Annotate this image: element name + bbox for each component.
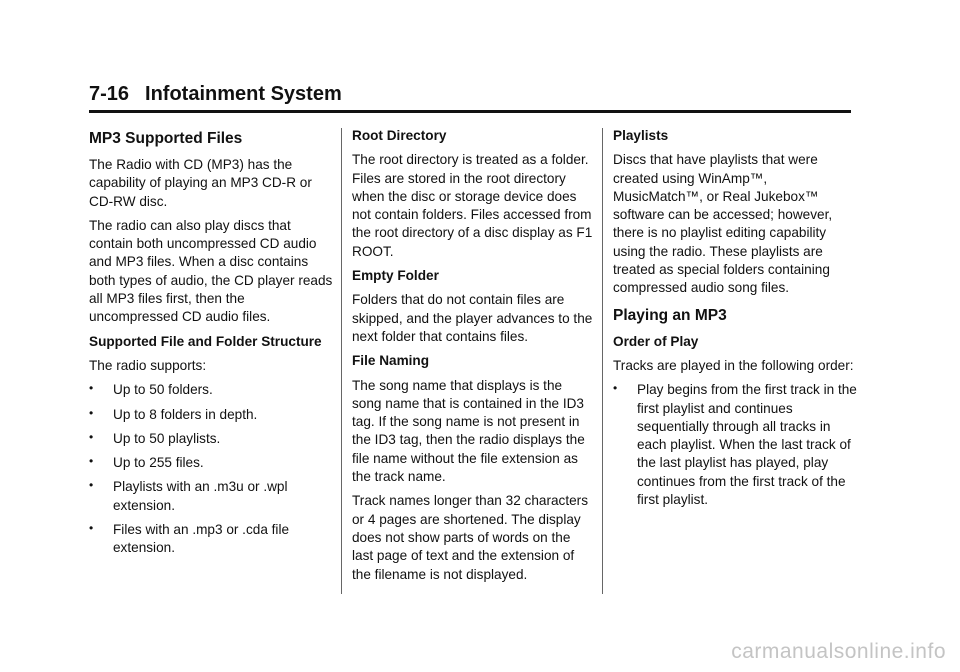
page-number: 7-16	[89, 83, 130, 105]
paragraph: The Radio with CD (MP3) has the capability of playing an MP3 CD-R or CD-RW disc.	[89, 157, 312, 209]
list-item-text: Playlists with an .m3u or .wpl extension.	[113, 479, 288, 513]
paragraph: The radio can also play discs that contain both uncompressed CD audio and MP3 files. When a disc contains both types of audio, the CD player reads all MP3 files first, then the uncompressed CD audio files.	[89, 217, 333, 325]
bullet-icon: •	[89, 454, 94, 469]
header-title-line	[89, 82, 851, 106]
paragraph: Track names longer than 32 characters or 4 pages are shortened. The display does not show parts of words on the last page of text and the extension of the filename is not displayed.	[352, 493, 588, 582]
subheading-root-directory: Root Directory	[352, 128, 447, 143]
list-item	[89, 381, 333, 399]
list-item	[89, 521, 333, 558]
list-item-text: Up to 255 files.	[113, 455, 204, 471]
paragraph: The root directory is treated as a folder. Files are stored in the root directory when the disc or storage device does not contain folders. Files accessed from the root directory of a disc display as F1 ROOT.	[352, 152, 593, 259]
list-item	[89, 406, 333, 424]
bullet-icon: •	[89, 429, 94, 444]
paragraph: Tracks are played in the following order:	[613, 357, 854, 373]
paragraph: Discs that have playlists that were created using WinAmp™, MusicMatch™, or Real Jukebox™ software can be accessed; however, there is no playlist editing capability using the radio. These playlists are treated as special folders containing compressed audio song files.	[613, 152, 833, 296]
list-item-text: Files with an .mp3 or .cda file extension.	[113, 522, 290, 556]
section-title: Infotainment System	[145, 83, 342, 105]
page-header	[89, 82, 851, 113]
paragraph: The radio supports:	[89, 357, 207, 373]
supports-list	[89, 381, 333, 557]
list-item-text: Up to 50 folders.	[113, 382, 213, 398]
list-item-text: Up to 8 folders in depth.	[113, 406, 258, 422]
list-item	[89, 454, 333, 472]
subheading-order-of-play: Order of Play	[613, 333, 699, 349]
column-divider	[602, 128, 603, 594]
bullet-icon: •	[89, 521, 94, 536]
column-3	[613, 127, 859, 515]
bullet-icon: •	[89, 405, 94, 420]
paragraph: Folders that do not contain files are skipped, and the player advances to the next folder that contains files.	[352, 292, 593, 344]
list-item-text: Up to 50 playlists.	[113, 430, 221, 446]
bullet-icon: •	[613, 381, 618, 396]
heading-playing-an-mp3: Playing an MP3	[613, 306, 727, 324]
bullet-icon: •	[89, 381, 94, 396]
header-rule	[89, 110, 851, 113]
list-item	[89, 478, 333, 515]
watermark: carmanualsonline.info	[731, 640, 946, 663]
column-1	[89, 127, 333, 564]
list-item	[89, 430, 333, 448]
paragraph: The song name that displays is the song name that is contained in the ID3 tag. If the song name is not present in the ID3 tag, then the radio displays the file name without the file extension as the track name.	[352, 377, 585, 485]
subheading-supported-structure: Supported File and Folder Structure	[89, 333, 322, 349]
list-item-text: Play begins from the first track in the first playlist and continues sequentially through all tracks in each playlist. When the last track of the last playlist has played, play continues from the first track of the first playlist.	[637, 382, 857, 508]
order-list	[613, 381, 859, 509]
column-divider	[341, 128, 342, 594]
subheading-file-naming: File Naming	[352, 353, 430, 369]
heading-mp3-supported-files: MP3 Supported Files	[89, 130, 243, 147]
column-2	[352, 127, 594, 590]
bullet-icon: •	[89, 478, 94, 493]
subheading-empty-folder: Empty Folder	[352, 268, 439, 284]
list-item	[613, 381, 859, 509]
subheading-playlists: Playlists	[613, 128, 669, 143]
